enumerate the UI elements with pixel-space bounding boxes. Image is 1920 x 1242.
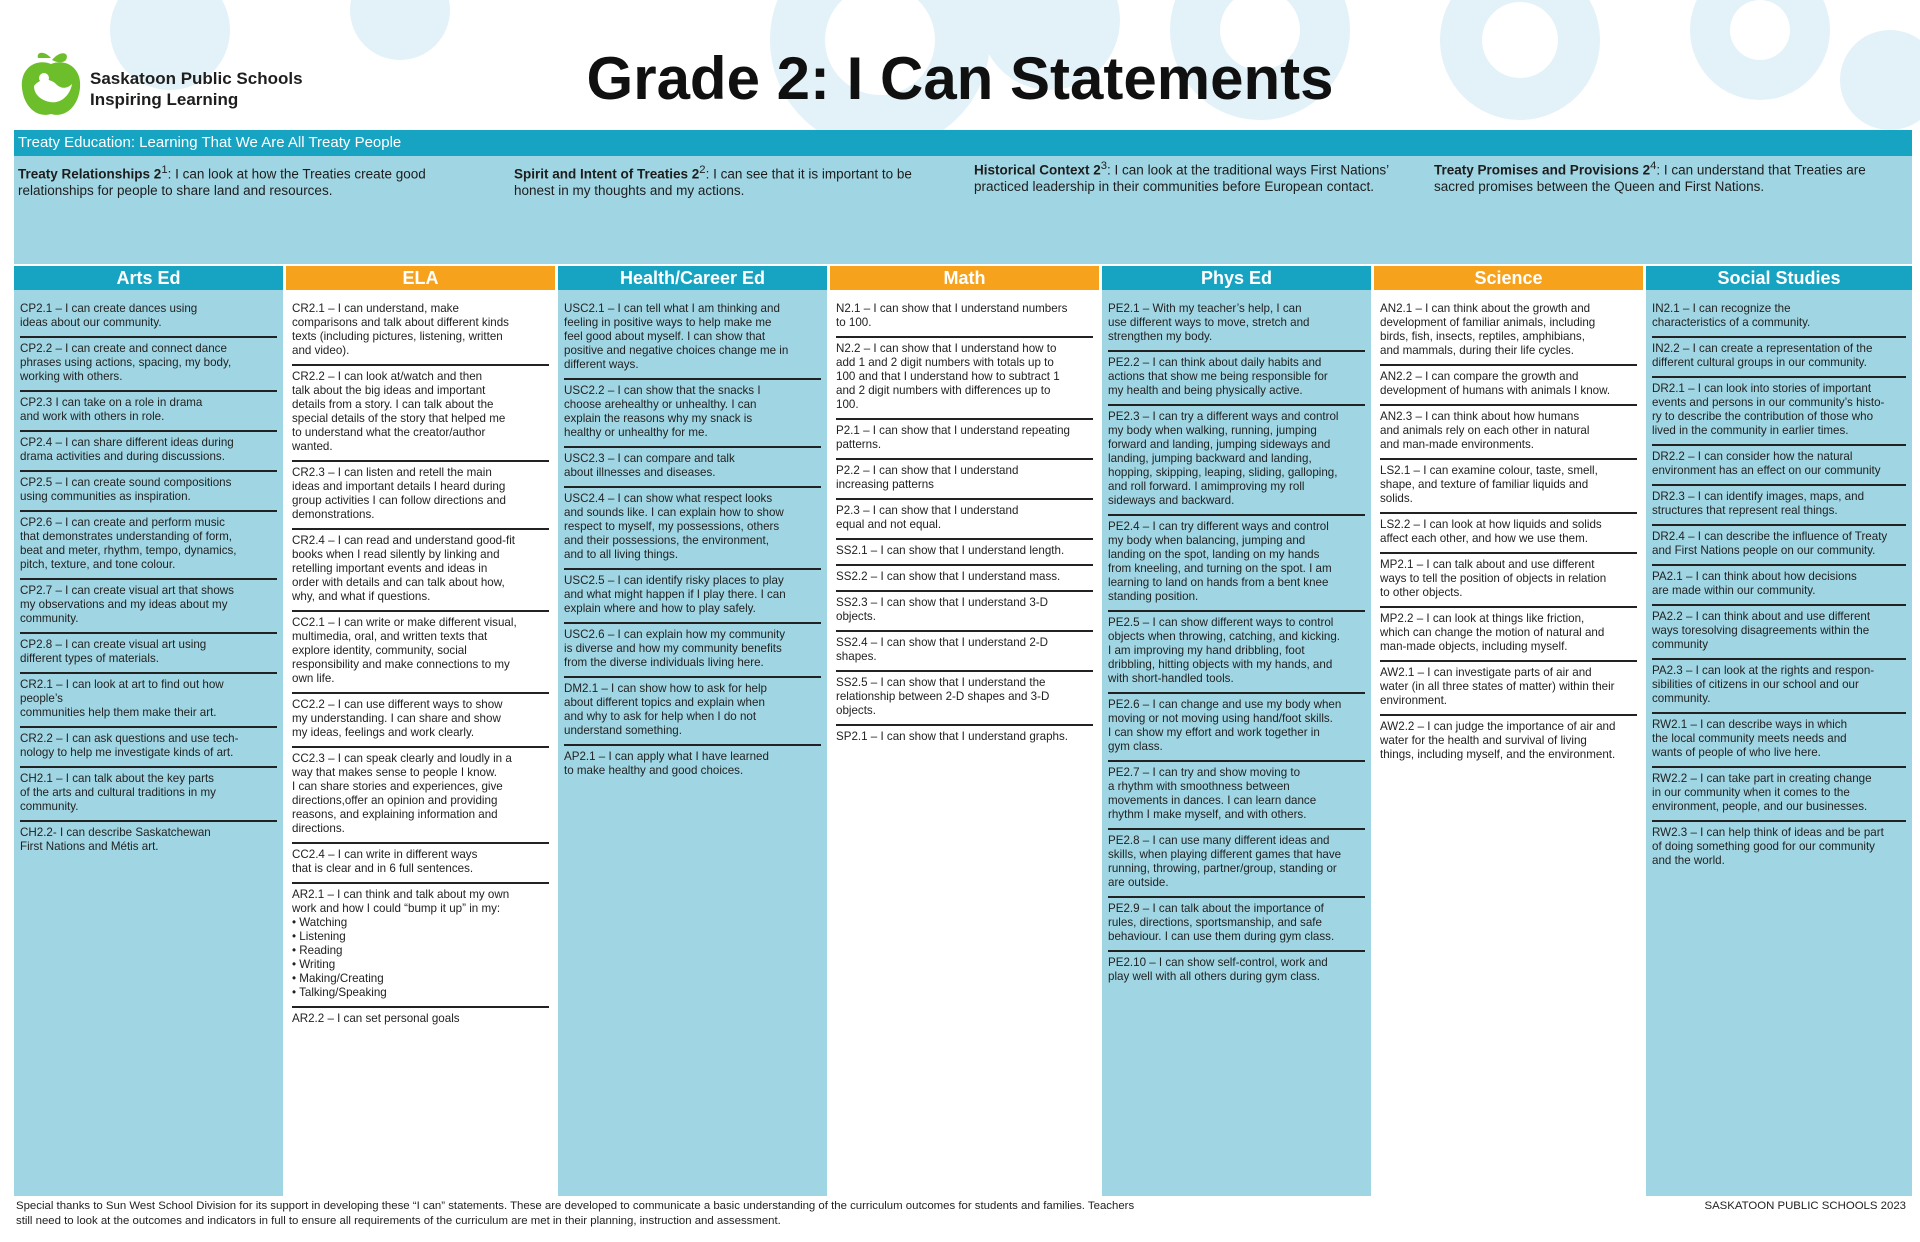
- statement-item: CP2.1 – I can create dances using ideas about our community.: [20, 298, 277, 338]
- statement-item: PE2.9 – I can talk about the importance of rules, directions, sportsmanship, and safe behaviour. I can use them during gym class.: [1108, 898, 1365, 952]
- footer-note: Special thanks to Sun West School Division for its support in developing these “I can” statements. These are developed to communicate a basic understanding of the curriculum outcomes for students and families. Teachers still need to look at the outcomes and indicators in full to ensure all requirements of the curriculum are met in their planning, instruction and assessment.: [16, 1200, 1135, 1227]
- subject-columns: [14, 266, 1912, 1196]
- statement-item: PE2.1 – With my teacher’s help, I can use different ways to move, stretch and strengthen my body.: [1108, 298, 1365, 352]
- statement-item: AR2.2 – I can set personal goals: [292, 1012, 460, 1025]
- treaty-footnote: 4: [1650, 160, 1657, 172]
- statement-list: [830, 290, 1099, 750]
- treaty-item-historical-context: [974, 158, 1394, 195]
- statement-item: AR2.1 – I can think and talk about my own work and how I could “bump it up” in my: • Watching • Listening • Reading • Writing • Making/Creating • Talking/Speaking: [292, 884, 549, 1008]
- statement-item: PE2.4 – I can try different ways and control my body when balancing, jumping and landing on the spot, landing on my hands from kneeling, and turning on the spot. I am learning to land on hands from a bent knee standing position.: [1108, 516, 1365, 612]
- column-science: [1374, 266, 1643, 1196]
- statement-item: USC2.3 – I can compare and talk about illnesses and diseases.: [564, 448, 821, 488]
- statement-item: AP2.1 – I can apply what I have learned to make healthy and good choices.: [564, 750, 769, 777]
- brand-name: Saskatoon Public Schools: [90, 69, 303, 88]
- statement-item: AN2.1 – I can think about the growth and development of familiar animals, including birds, fish, insects, reptiles, amphibians, and mammals, during their life cycles.: [1380, 298, 1637, 366]
- header: [0, 0, 1920, 130]
- statement-list: [558, 290, 827, 784]
- statement-item: CP2.5 – I can create sound compositions using communities as inspiration.: [20, 472, 277, 512]
- statement-item: P2.1 – I can show that I understand repeating patterns.: [836, 420, 1093, 460]
- statement-item: AW2.1 – I can investigate parts of air and water (in all three states of matter) within their environment.: [1380, 662, 1637, 716]
- treaty-text: : I can see that it is important to be honest in my thoughts and my actions.: [514, 166, 912, 198]
- statement-item: CP2.8 – I can create visual art using different types of materials.: [20, 634, 277, 674]
- statement-item: DR2.4 – I can describe the influence of Treaty and First Nations people on our community.: [1652, 526, 1906, 566]
- statement-item: USC2.2 – I can show that the snacks I choose arehealthy or unhealthy. I can explain the reasons why my snack is healthy or unhealthy for me.: [564, 380, 821, 448]
- treaty-label: Treaty Relationships 2: [18, 166, 162, 182]
- treaty-item-spirit-intent: [514, 162, 924, 199]
- statement-item: AN2.3 – I can think about how humans and animals rely on each other in natural and man-made environments.: [1380, 406, 1637, 460]
- statement-item: PA2.3 – I can look at the rights and respon- sibilities of citizens in our school and our community.: [1652, 660, 1906, 714]
- statement-item: AW2.2 – I can judge the importance of air and water for the health and survival of living things, including myself, and the environment.: [1380, 720, 1616, 761]
- column-ela: [286, 266, 555, 1196]
- treaty-item-relationships: [18, 162, 458, 199]
- statement-item: PE2.8 – I can use many different ideas and skills, when playing different games that have running, throwing, partner/group, standing or are outside.: [1108, 830, 1365, 898]
- statement-item: P2.2 – I can show that I understand increasing patterns: [836, 460, 1093, 500]
- statement-item: CP2.3 I can take on a role in drama and work with others in role.: [20, 392, 277, 432]
- column-title: Arts Ed: [14, 266, 283, 290]
- treaty-label: Treaty Promises and Provisions 2: [1434, 162, 1651, 178]
- statement-item: CR2.2 – I can ask questions and use tech- nology to help me investigate kinds of art.: [20, 728, 277, 768]
- treaty-footnote: 2: [699, 164, 706, 176]
- statement-item: LS2.2 – I can look at how liquids and solids affect each other, and how we use them.: [1380, 514, 1637, 554]
- statement-item: PE2.3 – I can try a different ways and control my body when walking, running, jumping forward and landing, jumping sideways and landing, jumping backward and landing, hopping, skipping, leaping, sliding, galloping, and roll forward. I amimproving my roll sideways and backward.: [1108, 406, 1365, 516]
- statement-item: CR2.1 – I can understand, make comparisons and talk about different kinds texts (including pictures, listening, written and video).: [292, 298, 549, 366]
- statement-item: USC2.4 – I can show what respect looks and sounds like. I can explain how to show respect to myself, my possessions, others and their possessions, the environment, and to all living things.: [564, 488, 821, 570]
- statement-item: SS2.1 – I can show that I understand length.: [836, 540, 1093, 566]
- page-title: Grade 2: I Can Statements: [586, 45, 1334, 112]
- column-social-studies: [1646, 266, 1912, 1196]
- column-title: Health/Career Ed: [558, 266, 827, 290]
- treaty-text: : I can understand that Treaties are sacred promises between the Queen and First Nations.: [1434, 162, 1866, 194]
- treaty-row: [14, 156, 1912, 264]
- statement-item: PE2.6 – I can change and use my body when moving or not moving using hand/foot skills. I can show my effort and work together in gym class.: [1108, 694, 1365, 762]
- treaty-heading: Treaty Education: Learning That We Are All Treaty People: [14, 130, 1912, 156]
- statement-item: PE2.2 – I can think about daily habits and actions that show me being responsible for my health and being physically active.: [1108, 352, 1365, 406]
- statement-list: [14, 290, 283, 860]
- treaty-text: : I can look at how the Treaties create good relationships for people to share land and resources.: [18, 166, 426, 198]
- statement-item: IN2.2 – I can create a representation of the different cultural groups in our community.: [1652, 338, 1906, 378]
- column-title: Math: [830, 266, 1099, 290]
- statement-item: DR2.3 – I can identify images, maps, and structures that represent real things.: [1652, 486, 1906, 526]
- statement-item: SS2.4 – I can show that I understand 2-D shapes.: [836, 632, 1093, 672]
- statement-item: CP2.4 – I can share different ideas during drama activities and during discussions.: [20, 432, 277, 472]
- statement-item: SS2.5 – I can show that I understand the relationship between 2-D shapes and 3-D objects.: [836, 672, 1093, 726]
- statement-item: SS2.3 – I can show that I understand 3-D objects.: [836, 592, 1093, 632]
- treaty-footnote: 3: [1100, 160, 1108, 172]
- statement-item: CR2.3 – I can listen and retell the main ideas and important details I heard during group activities I can follow directions and demonstrations.: [292, 462, 549, 530]
- statement-item: IN2.1 – I can recognize the characteristics of a community.: [1652, 298, 1906, 338]
- column-arts-ed: [14, 266, 283, 1196]
- statement-item: MP2.2 – I can look at things like friction, which can change the motion of natural and man-made objects, including myself.: [1380, 608, 1637, 662]
- statement-item: CC2.2 – I can use different ways to show my understanding. I can share and show my ideas, feelings and work clearly.: [292, 694, 549, 748]
- statement-item: PE2.5 – I can show different ways to control objects when throwing, catching, and kicking. I am improving my hand dribbling, foot dribbling, hitting objects with my hands, and with short-handled tools.: [1108, 612, 1365, 694]
- column-phys-ed: [1102, 266, 1371, 1196]
- column-title: Science: [1374, 266, 1643, 290]
- statement-item: CP2.7 – I can create visual art that shows my observations and my ideas about my community.: [20, 580, 277, 634]
- statement-item: CP2.6 – I can create and perform music that demonstrates understanding of form, beat and meter, rhythm, tempo, dynamics, pitch, texture, and tone colour.: [20, 512, 277, 580]
- footer-credit: SASKATOON PUBLIC SCHOOLS 2023: [1704, 1200, 1906, 1212]
- statement-item: USC2.5 – I can identify risky places to play and what might happen if I play there. I can explain where and how to play safely.: [564, 570, 821, 624]
- statement-item: SP2.1 – I can show that I understand graphs.: [836, 730, 1069, 743]
- statement-item: P2.3 – I can show that I understand equal and not equal.: [836, 500, 1093, 540]
- statement-item: PA2.2 – I can think about and use different ways toresolving disagreements within the community: [1652, 606, 1906, 660]
- column-math: [830, 266, 1099, 1196]
- statement-list: [1102, 290, 1371, 990]
- statement-item: RW2.3 – I can help think of ideas and be part of doing something good for our community and the world.: [1652, 826, 1884, 867]
- statement-item: CC2.1 – I can write or make different visual, multimedia, oral, and written texts that explore identity, community, social responsibility and make connections to my own life.: [292, 612, 549, 694]
- statement-item: CR2.4 – I can read and understand good-fit books when I read silently by linking and retelling important events and ideas in order with details and can talk about how, why, and what if questions.: [292, 530, 549, 612]
- statement-list: [286, 290, 555, 1032]
- statement-item: CC2.4 – I can write in different ways that is clear and in 6 full sentences.: [292, 844, 549, 884]
- statement-item: N2.2 – I can show that I understand how to add 1 and 2 digit numbers with totals up to 100 and that I understand how to subtract 1 and 2 digit numbers with differences up to 100.: [836, 338, 1093, 420]
- statement-item: MP2.1 – I can talk about and use different ways to tell the position of objects in relation to other objects.: [1380, 554, 1637, 608]
- statement-item: PE2.7 – I can try and show moving to a rhythm with smoothness between movements in dances. I can learn dance rhythm I make myself, and with others.: [1108, 762, 1365, 830]
- column-health-career-ed: [558, 266, 827, 1196]
- statement-item: CC2.3 – I can speak clearly and loudly in a way that makes sense to people I know. I can share stories and experiences, give directions,offer an opinion and providing reasons, and explaining information and directions.: [292, 748, 549, 844]
- statement-item: CH2.2- I can describe Saskatchewan First Nations and Métis art.: [20, 826, 211, 853]
- statement-item: PA2.1 – I can think about how decisions are made within our community.: [1652, 566, 1906, 606]
- statement-item: AN2.2 – I can compare the growth and development of humans with animals I know.: [1380, 366, 1637, 406]
- statement-item: RW2.2 – I can take part in creating change in our community when it comes to the environment, people, and our businesses.: [1652, 768, 1906, 822]
- column-title: ELA: [286, 266, 555, 290]
- statement-item: CR2.1 – I can look at art to find out how people’s communities help them make their art.: [20, 674, 277, 728]
- statement-item: DM2.1 – I can show how to ask for help about different topics and explain when and why to ask for help when I do not understand something.: [564, 678, 821, 746]
- brand-tagline: Inspiring Learning: [90, 90, 239, 109]
- statement-list: [1374, 290, 1643, 768]
- statement-item: RW2.1 – I can describe ways in which the local community meets needs and wants of people of who live here.: [1652, 714, 1906, 768]
- column-title: Phys Ed: [1102, 266, 1371, 290]
- treaty-label: Spirit and Intent of Treaties 2: [514, 166, 700, 182]
- statement-item: PE2.10 – I can show self-control, work and play well with all others during gym class.: [1108, 956, 1328, 983]
- statement-item: CP2.2 – I can create and connect dance phrases using actions, spacing, my body, working with others.: [20, 338, 277, 392]
- statement-item: CH2.1 – I can talk about the key parts of the arts and cultural traditions in my community.: [20, 768, 277, 822]
- treaty-education-section: [14, 130, 1912, 264]
- statement-item: USC2.6 – I can explain how my community is diverse and how my community benefits from the diverse individuals living here.: [564, 624, 821, 678]
- statement-item: DR2.1 – I can look into stories of important events and persons in our community’s histo- ry to describe the contribution of those who lived in the community in earlier times.: [1652, 378, 1906, 446]
- statement-item: CR2.2 – I can look at/watch and then talk about the big ideas and important details from a story. I can talk about the special details of the story that helped me to understand what the creator/author wanted.: [292, 366, 549, 462]
- treaty-label: Historical Context 2: [974, 162, 1101, 178]
- statement-item: USC2.1 – I can tell what I am thinking and feeling in positive ways to help make me feel good about myself. I can show that positive and negative choices change me in different ways.: [564, 298, 821, 380]
- statement-item: DR2.2 – I can consider how the natural environment has an effect on our community: [1652, 446, 1906, 486]
- statement-item: N2.1 – I can show that I understand numbers to 100.: [836, 298, 1093, 338]
- statement-item: SS2.2 – I can show that I understand mass.: [836, 566, 1093, 592]
- treaty-item-promises-provisions: [1434, 158, 1874, 195]
- treaty-text: : I can look at the traditional ways First Nations’ practiced leadership in their communities before European contact.: [974, 162, 1389, 194]
- statement-item: LS2.1 – I can examine colour, taste, smell, shape, and texture of familiar liquids and solids.: [1380, 460, 1637, 514]
- statement-list: [1646, 290, 1912, 874]
- column-title: Social Studies: [1646, 266, 1912, 290]
- treaty-footnote: 1: [161, 164, 168, 176]
